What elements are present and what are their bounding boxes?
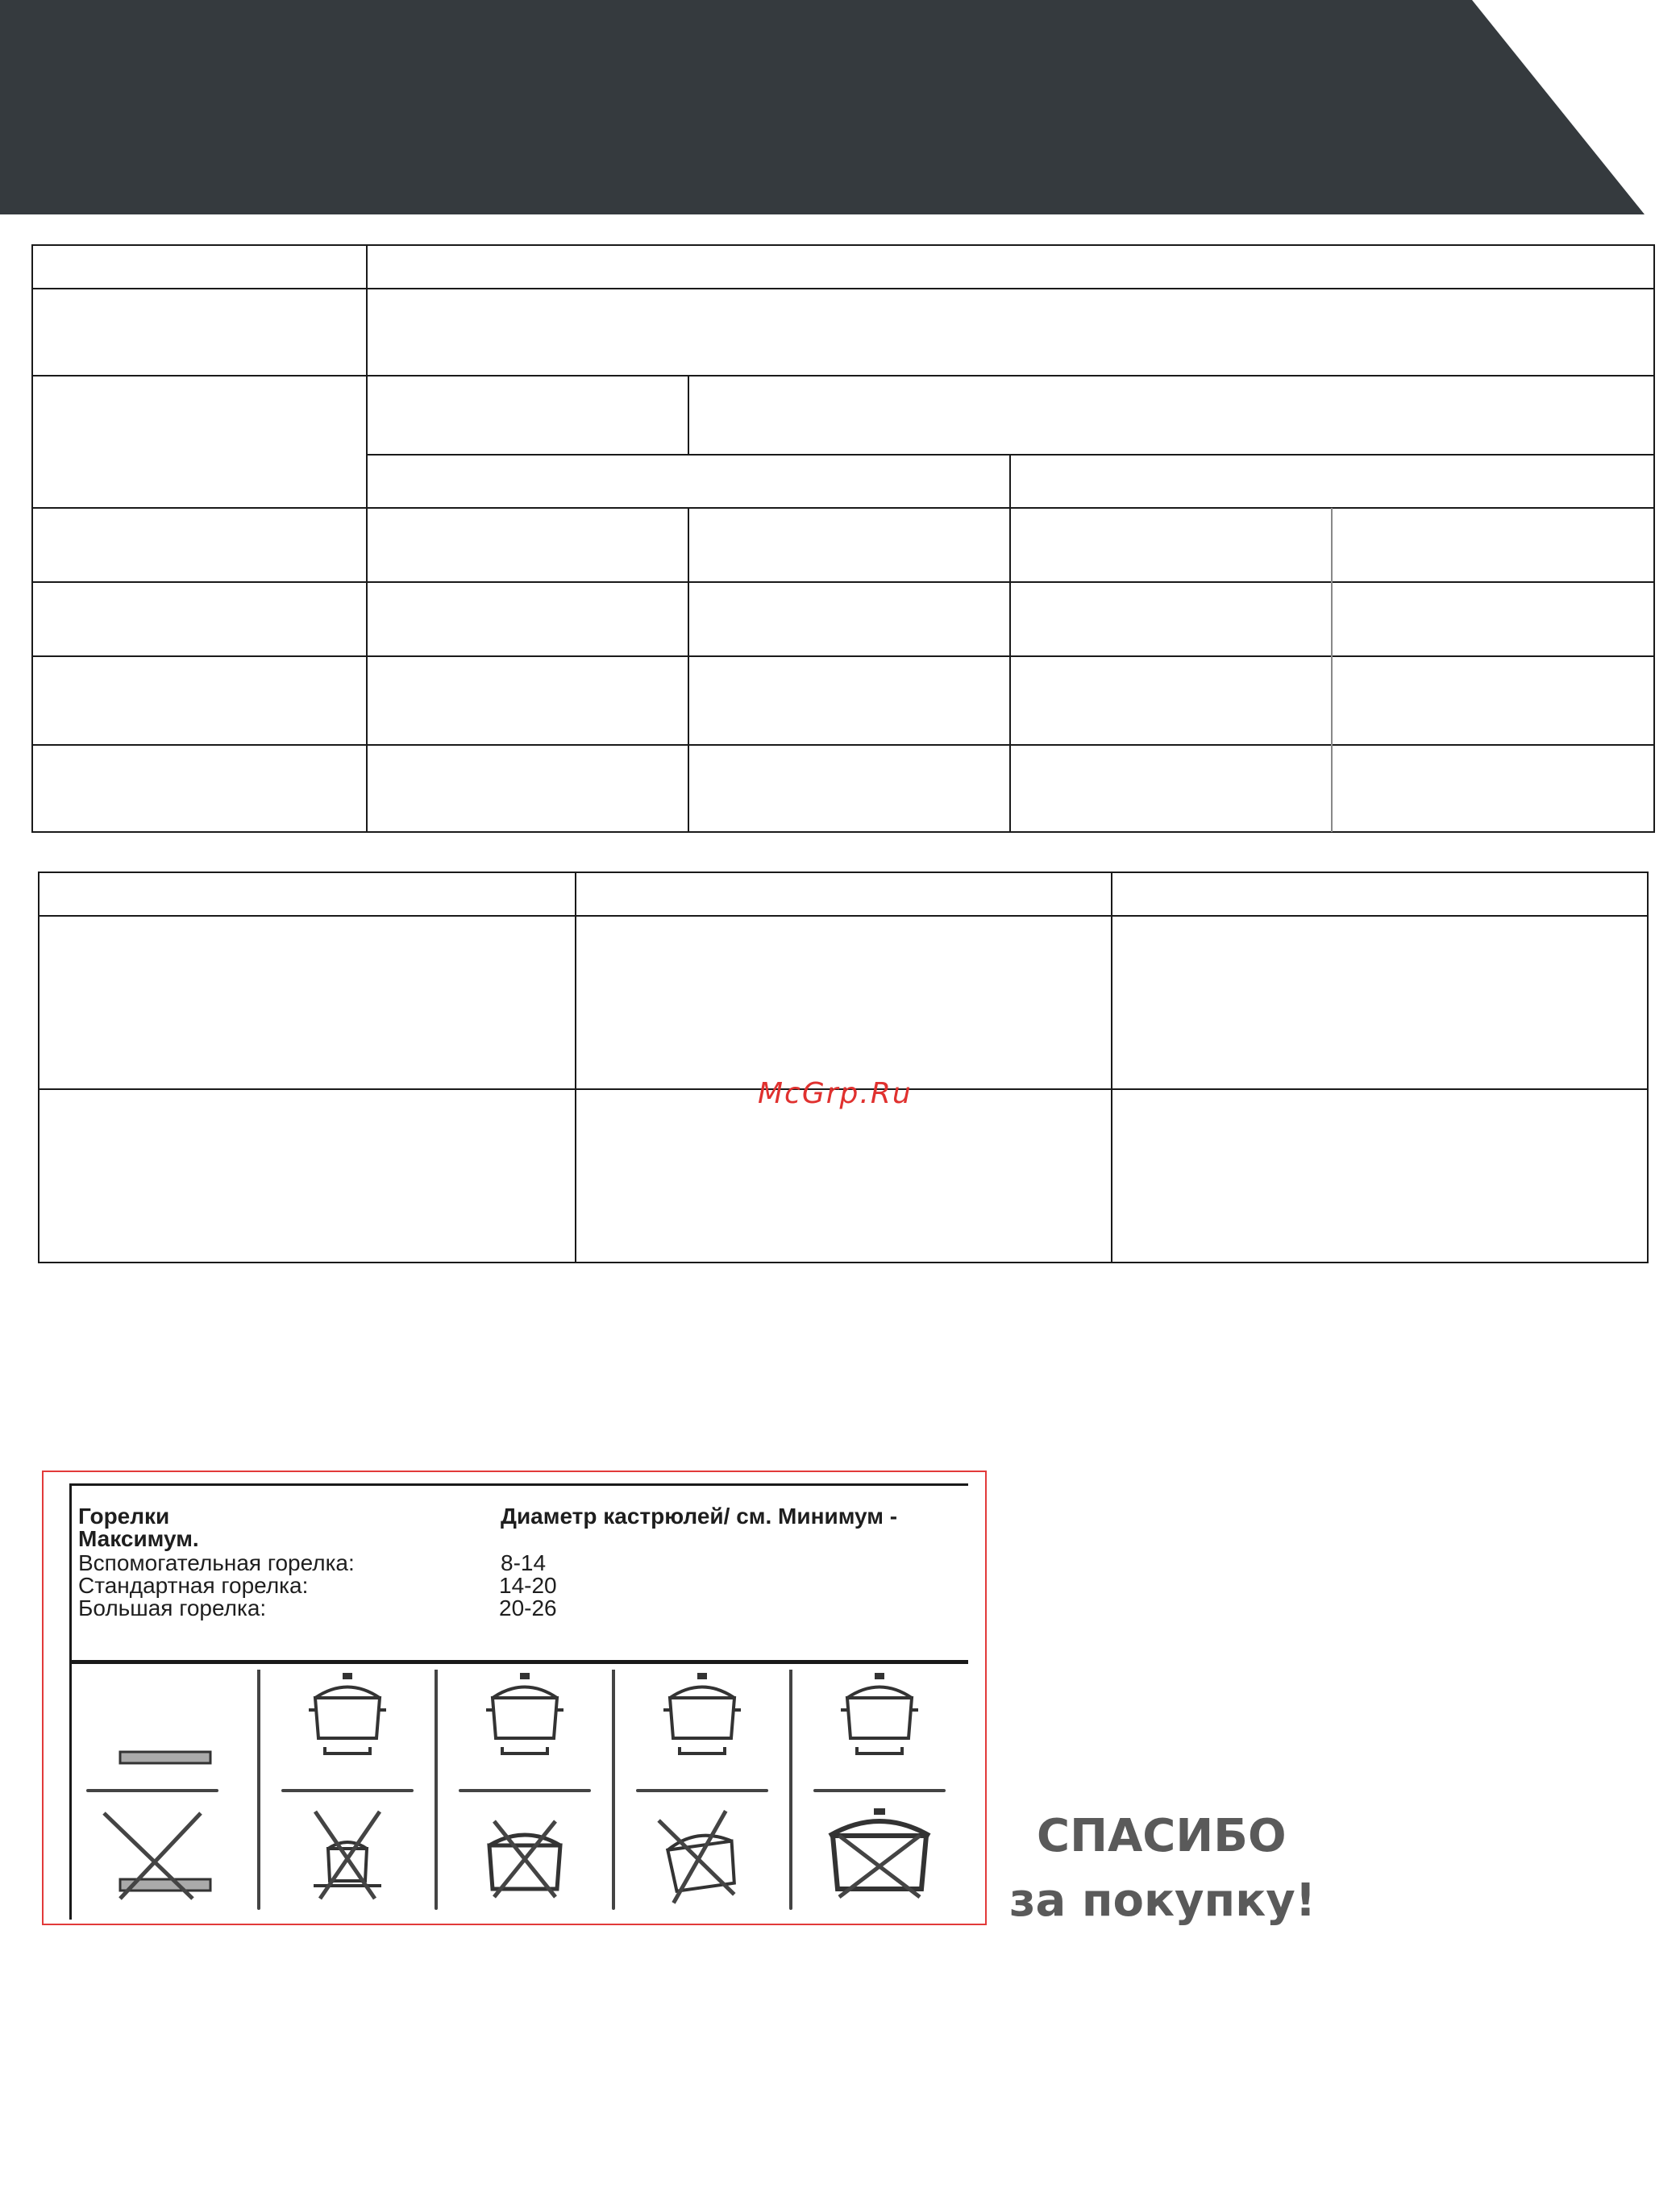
cookware-info-panel [69, 1483, 968, 1920]
crossed-large-pot-icon [830, 1808, 929, 1897]
crossed-flat-pan-icon [104, 1813, 210, 1899]
burner-range-large: 20-26 [499, 1595, 557, 1620]
pot-on-burner-icon [309, 1673, 386, 1753]
pot-on-burner-icon [841, 1673, 918, 1753]
spec-table-2 [39, 872, 1648, 1263]
table-1-frame [32, 245, 1654, 832]
pot-on-burner-icon [663, 1673, 741, 1753]
col-burners-header: Горелки [78, 1504, 170, 1529]
col-diameter-header: Диаметр кастрюлей/ см. Минимум - [501, 1504, 898, 1529]
burner-name-standard: Стандартная горелка: [78, 1573, 309, 1598]
cookware-pictograms [72, 1670, 968, 1912]
watermark: McGrp.Ru [758, 1077, 913, 1110]
flat-pan-icon [120, 1752, 210, 1763]
burner-range-auxiliary: 8-14 [501, 1550, 547, 1575]
crossed-small-pot-icon [314, 1812, 381, 1899]
thanks-line-1: СПАСИБО [1037, 1810, 1287, 1862]
crossed-tilted-pot-icon [659, 1811, 739, 1903]
spec-table-1 [32, 245, 1654, 832]
col-diameter-header-cont: Максимум. [78, 1526, 199, 1551]
cookware-info-box [42, 1471, 987, 1925]
burner-name-large: Большая горелка: [78, 1595, 267, 1620]
table-2-frame [39, 872, 1648, 1263]
pot-on-burner-icon [486, 1673, 563, 1753]
burner-range-standard: 14-20 [499, 1573, 557, 1598]
thanks-line-2: за покупку! [1009, 1874, 1316, 1927]
crossed-pot-icon [489, 1821, 560, 1897]
table-divider [72, 1660, 968, 1664]
burner-name-auxiliary: Вспомогательная горелка: [78, 1550, 355, 1575]
